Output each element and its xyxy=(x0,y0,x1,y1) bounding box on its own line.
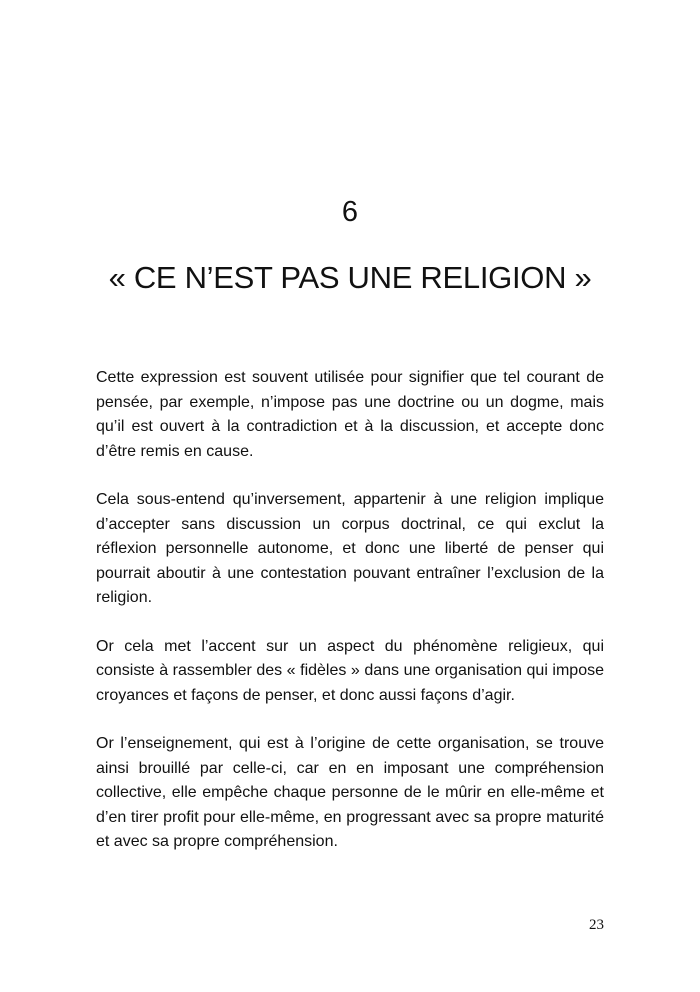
paragraph-2: Cela sous-entend qu’inversement, appartenir à une religion implique d’accepter sans discussion un corpus doctrinal, ce qui exclut la réflexion personnelle autonome, et donc une liberté de penser qui pourrait aboutir à une contestation pouvant entraîner l’exclusion de la religion. xyxy=(96,491,604,606)
paragraph-1: Cette expression est souvent utilisée pour signifier que tel courant de pensée, par exemple, n’impose pas une doctrine ou un dogme, mais qu’il est ouvert à la contradiction et à la discussion, et accepte donc d’être remis en cause. xyxy=(96,369,604,460)
chapter-body xyxy=(96,366,604,879)
chapter-number: 6 xyxy=(341,196,359,228)
chapter-title: « CE N’EST PAS UNE RELIGION » xyxy=(108,260,592,295)
page-number: 23 xyxy=(589,917,604,933)
paragraph-3: Or cela met l’accent sur un aspect du phénomène religieux, qui consiste à rassembler des « fidèles » dans une organisation qui impose croyances et façons de penser, et donc aussi façons d’agir. xyxy=(96,637,604,704)
paragraph-4: Or l’enseignement, qui est à l’origine de cette organisation, se trouve ainsi brouillé par celle-ci, car en en imposant une compréhension collective, elle empêche chaque personne de le mûrir en elle-même et d’en tirer profit pour elle-même, en progressant avec sa propre maturité et avec sa propre compréhension. xyxy=(96,735,604,850)
